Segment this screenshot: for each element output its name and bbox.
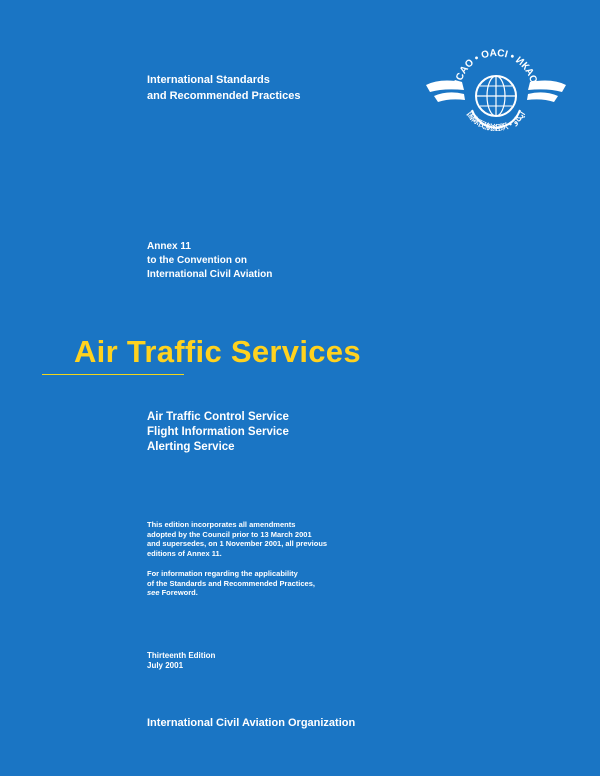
document-series [147,72,300,104]
applicability-note [147,569,315,598]
publisher-name: International Civil Aviation Organization [147,717,356,729]
note-line: and supersedes, on 1 November 2001, all previous [147,539,328,548]
icao-emblem-icon [420,30,570,150]
series-line-1: International Standards [147,74,270,86]
edition-number: Thirteenth Edition [147,651,216,660]
see-italic: see [147,588,160,597]
annex-line-2: to the Convention on [147,255,247,266]
service-item: Alerting Service [147,441,235,453]
annex-block [147,240,272,282]
note-line: adopted by the Council prior to 13 March 2001 [147,529,312,539]
services-list [147,410,289,455]
edition-block [147,651,215,671]
service-item: Air Traffic Control Service [147,411,289,423]
series-line-2: and Recommended Practices [147,90,301,102]
foreword-text: Foreword. [159,588,198,597]
annex-line-3: International Civil Aviation [147,269,273,280]
note-line: For information regarding the applicability [147,569,298,578]
note-line [147,588,315,598]
logo-bottom-text: 国际民航组织 • ايكاو [464,109,528,133]
note-line: editions of Annex 11. [147,548,222,558]
edition-date: July 2001 [147,661,184,670]
document-title: Air Traffic Services [74,334,361,369]
logo-ring-text: ICAO • OACI • ИКАО [453,47,539,85]
edition-note [147,520,327,558]
icao-logo [420,30,570,150]
service-item: Flight Information Service [147,426,289,438]
title-rule [42,374,184,375]
note-line: This edition incorporates all amendments [147,520,296,529]
note-line: of the Standards and Recommended Practices, [147,578,315,588]
annex-number: Annex 11 [147,241,191,252]
